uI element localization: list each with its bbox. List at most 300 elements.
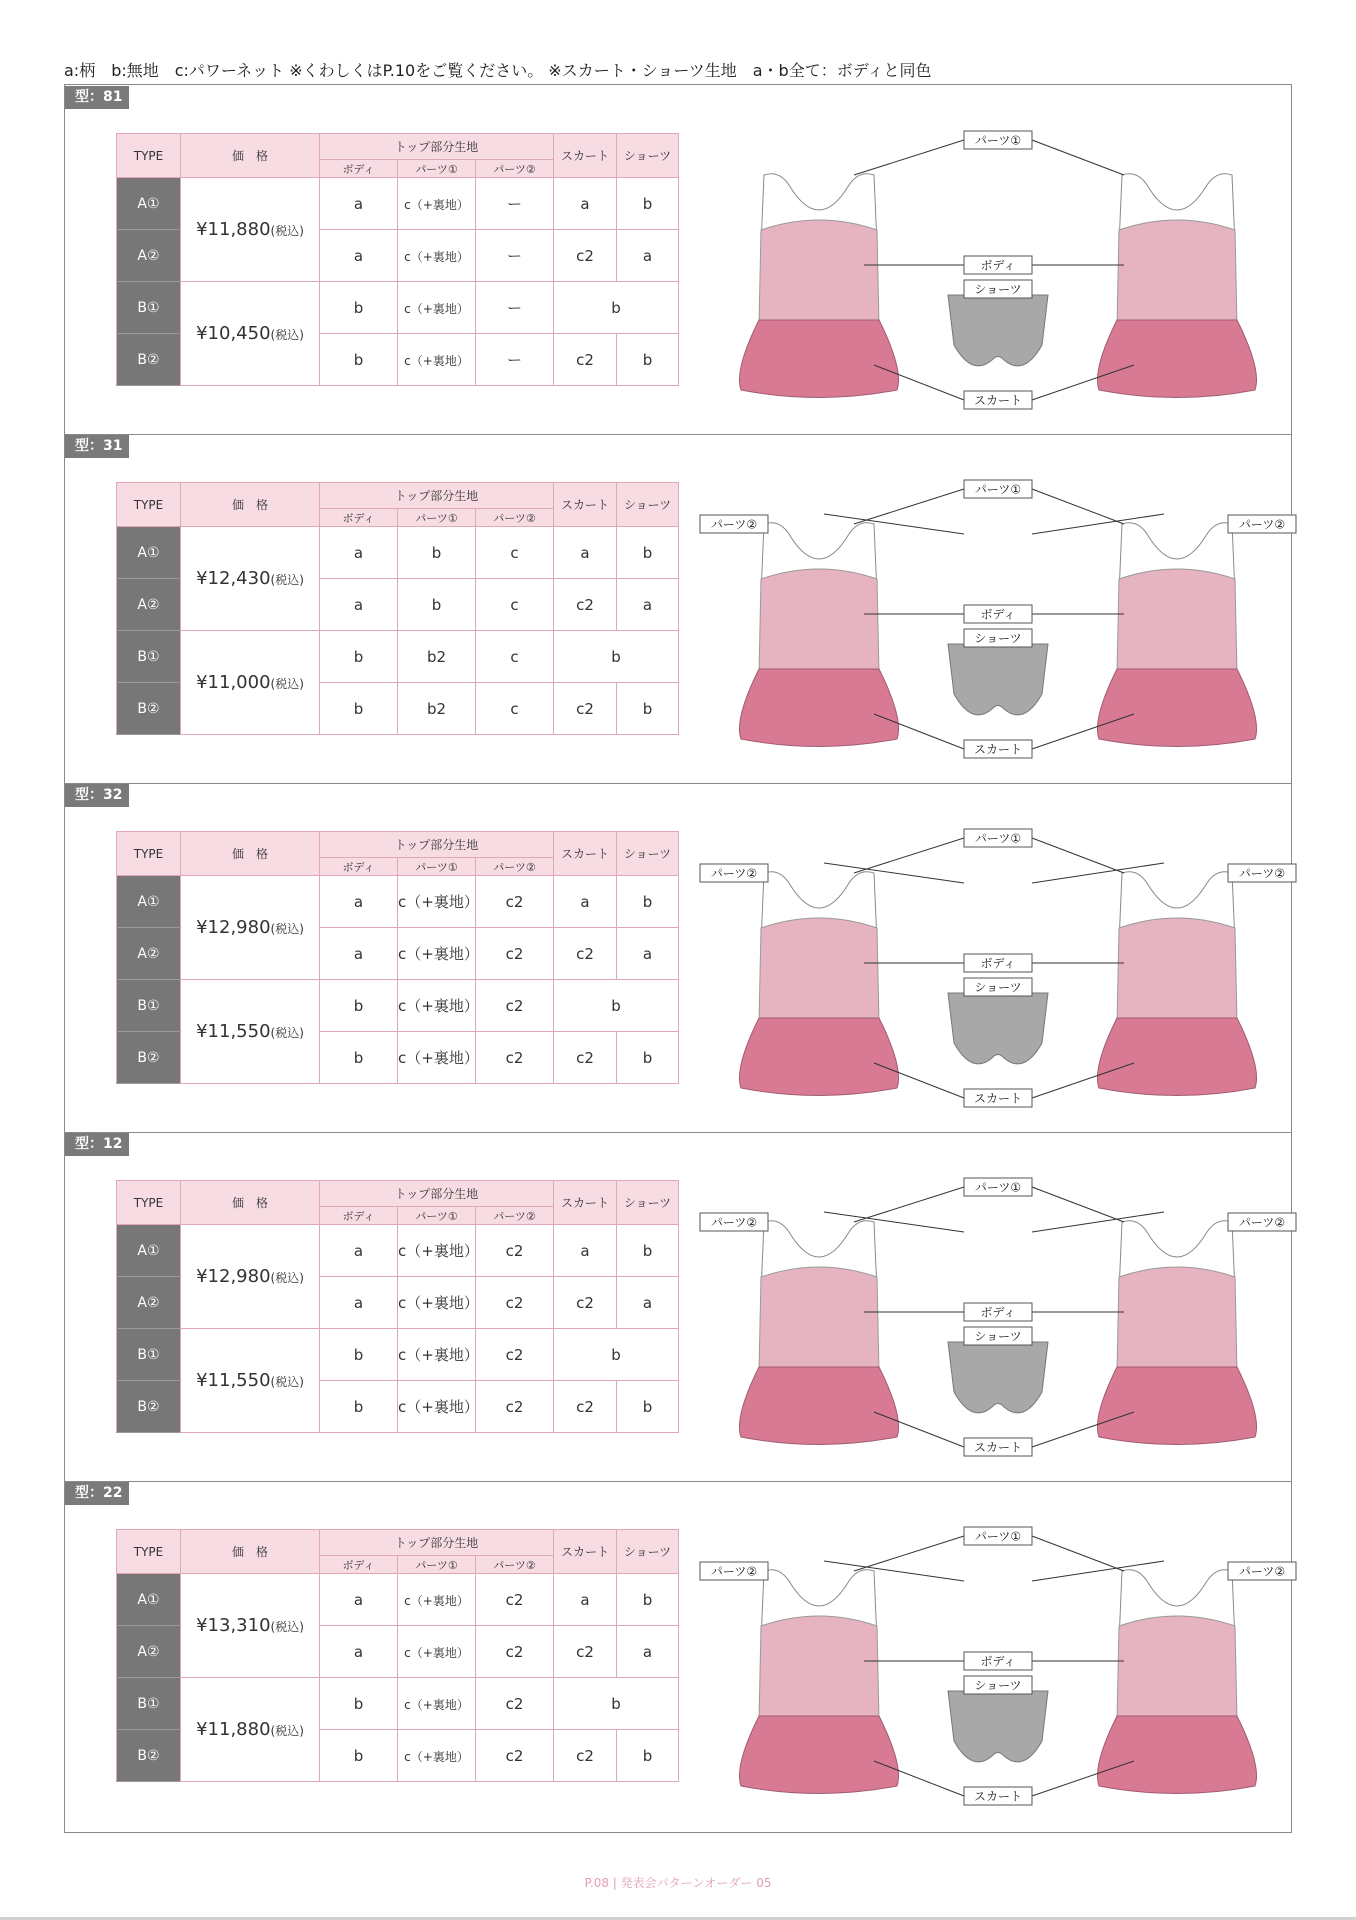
price-tax-note: (税込) [270,1620,304,1634]
price-value: ¥11,550 [196,1021,271,1042]
skirt-panel [1097,1018,1256,1096]
cell-skirt: c2 [554,1277,617,1329]
price-value: ¥13,310 [196,1615,271,1636]
header-skirt: スカート [554,483,617,527]
page-footer: P.08 | 発表会パターンオーダー 05 [584,1876,772,1890]
pattern-label: 型：31 [65,435,129,458]
cell-skirt: c2 [554,683,617,735]
header-skirt: スカート [554,1181,617,1225]
label-skirt-text: スカート [973,1440,1023,1455]
body-panel [759,569,879,674]
pattern-label: 型：12 [65,1133,129,1156]
cell-skirt: c2 [554,1730,617,1782]
price-cell [181,1329,320,1433]
label-part1 [964,829,1032,847]
header-top-fabric: トップ部分生地 [320,483,554,509]
type-code: B① [117,631,181,683]
price-value: ¥11,000 [196,672,271,693]
cell-part1 [398,282,476,334]
header-body: ボディ [320,509,398,527]
price-value: ¥11,880 [196,1719,271,1740]
cell-part1-text: c（+裏地） [398,945,479,963]
skirt-panel [1097,669,1256,747]
header-body: ボディ [320,1207,398,1225]
cell-part1-text: b2 [426,647,447,666]
header-body: ボディ [320,858,398,876]
label-shorts [964,978,1032,996]
label-shorts-text: ショーツ [974,980,1022,995]
cell-body: b [320,1678,398,1730]
label-part2-right [1228,1213,1296,1231]
header-price: 価 格 [181,1530,320,1574]
cell-skirt-shorts: b [554,282,679,334]
leader-line [854,489,964,524]
cell-body: b [320,1730,398,1782]
cell-part2: ー [476,282,554,334]
cell-body: b [320,1032,398,1084]
label-skirt-text: スカート [973,393,1023,408]
cell-part1-text: c（+裏地） [404,1749,469,1764]
label-skirt-text: スカート [973,1789,1023,1804]
cell-body: a [320,928,398,980]
body-panel [759,1267,879,1372]
table-row [117,631,679,683]
label-part2-right-text: パーツ② [1238,517,1286,532]
cell-part1 [398,1277,479,1329]
label-part2-right-text: パーツ② [1238,866,1286,881]
header-shorts: ショーツ [617,483,679,527]
label-body [964,605,1032,623]
price-cell [181,527,320,631]
label-part1-text: パーツ① [974,133,1022,148]
cell-part2: c2 [476,1381,554,1433]
cell-shorts: b [617,683,679,735]
header-shorts: ショーツ [617,832,679,876]
cell-body: b [320,980,398,1032]
cell-part2: c2 [476,1225,554,1277]
header-top-fabric: トップ部分生地 [320,134,554,160]
cell-body: b [320,683,398,735]
body-panel [759,1616,879,1721]
type-code: A① [117,527,181,579]
header-type: TYPE [117,134,181,178]
skirt-panel [1097,1367,1256,1445]
label-part2-right [1228,515,1296,533]
type-code: B② [117,1032,181,1084]
label-part2-left-text: パーツ② [710,1215,758,1230]
cell-body: b [320,1381,398,1433]
label-part1 [964,131,1032,149]
cell-skirt: c2 [554,230,617,282]
table-row [117,282,679,334]
pattern-section [64,434,1292,783]
cell-skirt: c2 [554,1626,617,1678]
leader-line [1032,1536,1124,1571]
label-part1-text: パーツ① [974,1180,1022,1195]
cell-skirt: c2 [554,334,617,386]
cell-part2: c2 [476,1032,554,1084]
cell-shorts: b [617,1225,679,1277]
cell-body: b [320,334,398,386]
cell-body: a [320,178,398,230]
header-price: 価 格 [181,1181,320,1225]
price-value: ¥11,880 [196,219,271,240]
cell-part2: c2 [476,1329,554,1381]
price-cell [181,980,320,1084]
cell-shorts: a [617,928,679,980]
fabric-spec-table [116,1180,679,1433]
cell-skirt: a [554,527,617,579]
label-part2-right [1228,864,1296,882]
section-divider [64,1132,1292,1133]
cell-skirt: c2 [554,579,617,631]
cell-skirt: a [554,1574,617,1626]
back-leotard [1097,174,1256,398]
label-part2-right-text: パーツ② [1238,1215,1286,1230]
cell-body: b [320,282,398,334]
header-body: ボディ [320,1556,398,1574]
label-part2-left [700,1213,768,1231]
body-panel [1117,1267,1237,1372]
price-tax-note: (税込) [270,1271,304,1285]
header-type: TYPE [117,832,181,876]
shorts-shape [948,1342,1048,1413]
shorts-shape [948,644,1048,715]
cell-part2: c2 [476,1574,554,1626]
label-shorts-text: ショーツ [974,1329,1022,1344]
cell-skirt: a [554,1225,617,1277]
label-body [964,1303,1032,1321]
leotard-illustration [704,115,1292,425]
header-type: TYPE [117,483,181,527]
pattern-label: 型：32 [65,784,129,807]
cell-part1-text: c（+裏地） [404,353,469,368]
label-skirt [964,1438,1032,1456]
cell-shorts: b [617,527,679,579]
label-part2-left [700,864,768,882]
header-part1: パーツ① [398,1207,476,1225]
price-tax-note: (税込) [270,224,304,238]
cell-part2: c2 [476,1277,554,1329]
cell-part1 [398,230,476,282]
label-part1-text: パーツ① [974,482,1022,497]
header-price: 価 格 [181,134,320,178]
header-price: 価 格 [181,483,320,527]
type-code: B① [117,282,181,334]
pattern-section [64,85,1292,434]
header-part2: パーツ② [476,1207,554,1225]
cell-body: b [320,631,398,683]
cell-part1 [398,1032,479,1084]
cell-part1-text: c（+裏地） [398,893,479,911]
cell-body: a [320,1225,398,1277]
cell-skirt-shorts: b [554,980,679,1032]
leader-line [1032,838,1124,873]
header-part1: パーツ① [398,509,476,527]
price-tax-note: (税込) [270,1375,304,1389]
label-part2-left [700,515,768,533]
cell-part2: c2 [476,1678,554,1730]
header-skirt: スカート [554,134,617,178]
price-cell [181,1574,320,1678]
label-skirt [964,391,1032,409]
shorts-shape [948,295,1048,366]
label-skirt [964,1787,1032,1805]
price-value: ¥12,430 [196,568,271,589]
type-code: A① [117,1225,181,1277]
type-code: A② [117,230,181,282]
back-leotard [1097,872,1256,1096]
price-value: ¥12,980 [196,917,271,938]
label-body [964,954,1032,972]
cell-body: a [320,1574,398,1626]
skirt-panel [739,1367,898,1445]
cell-part1 [398,1225,479,1277]
type-code: B② [117,1730,181,1782]
type-code: A① [117,178,181,230]
table-row [117,980,679,1032]
cell-skirt: c2 [554,1381,617,1433]
skirt-panel [739,320,898,398]
leader-line [824,1212,964,1232]
cell-part1 [398,1329,479,1381]
front-leotard [739,872,898,1096]
front-leotard [739,523,898,747]
price-tax-note: (税込) [270,922,304,936]
type-code: B① [117,1678,181,1730]
type-code: A② [117,1626,181,1678]
label-shorts [964,1327,1032,1345]
header-type: TYPE [117,1530,181,1574]
cell-part2: c [476,579,554,631]
cell-body: a [320,1626,398,1678]
price-cell [181,1225,320,1329]
cell-part1 [398,1626,476,1678]
label-part2-left-text: パーツ② [710,1564,758,1579]
label-skirt [964,1089,1032,1107]
cell-part1 [398,579,476,631]
type-code: B② [117,334,181,386]
label-body-text: ボディ [980,1305,1016,1320]
type-code: B② [117,683,181,735]
leader-line [824,514,964,534]
price-tax-note: (税込) [270,1724,304,1738]
cell-shorts: b [617,1730,679,1782]
cell-part2: ー [476,178,554,230]
header-skirt: スカート [554,832,617,876]
cell-part1-text: c（+裏地） [404,1697,469,1712]
section-divider [64,1481,1292,1482]
label-body-text: ボディ [980,258,1016,273]
label-part1-text: パーツ① [974,831,1022,846]
header-part2: パーツ② [476,160,554,178]
cell-part1-text: c（+裏地） [404,197,469,212]
cell-skirt-shorts: b [554,631,679,683]
body-panel [1117,1616,1237,1721]
fabric-spec-table [116,482,679,735]
table-row [117,876,679,928]
header-top-fabric: トップ部分生地 [320,1181,554,1207]
header-shorts: ショーツ [617,134,679,178]
price-value: ¥12,980 [196,1266,271,1287]
header-price: 価 格 [181,832,320,876]
pattern-section [64,783,1292,1132]
skirt-panel [1097,320,1256,398]
label-body [964,256,1032,274]
label-skirt-text: スカート [973,1091,1023,1106]
label-body [964,1652,1032,1670]
cell-shorts: a [617,230,679,282]
cell-part2: c2 [476,928,554,980]
label-shorts-text: ショーツ [974,282,1022,297]
price-cell [181,282,320,386]
leader-line [854,140,964,175]
label-skirt [964,740,1032,758]
label-shorts [964,1676,1032,1694]
leader-line [1032,1187,1124,1222]
cell-part1-text: b [431,595,442,614]
body-panel [759,918,879,1023]
header-top-fabric: トップ部分生地 [320,1530,554,1556]
type-code: A② [117,579,181,631]
type-code: A② [117,1277,181,1329]
front-leotard [739,1221,898,1445]
table-row [117,1574,679,1626]
table-row [117,527,679,579]
cell-part1 [398,178,476,230]
cell-part1 [398,683,476,735]
table-row [117,1329,679,1381]
cell-body: a [320,230,398,282]
shorts-shape [948,1691,1048,1762]
table-row [117,1678,679,1730]
cell-part1 [398,1574,476,1626]
label-skirt-text: スカート [973,742,1023,757]
cell-part1-text: c（+裏地） [398,997,479,1015]
cell-part2: c [476,527,554,579]
cell-part1-text: c（+裏地） [404,301,469,316]
header-part2: パーツ② [476,858,554,876]
shorts-shape [948,993,1048,1064]
pattern-section [64,1132,1292,1481]
fabric-spec-table [116,831,679,1084]
fabric-spec-table [116,1529,679,1782]
cell-part1 [398,631,476,683]
cell-part1-text: c（+裏地） [398,1294,479,1312]
cell-part1 [398,876,479,928]
cell-skirt: c2 [554,1032,617,1084]
cell-part1-text: c（+裏地） [404,249,469,264]
section-divider [64,434,1292,435]
cell-shorts: a [617,579,679,631]
header-top-fabric: トップ部分生地 [320,832,554,858]
label-part1 [964,480,1032,498]
cell-shorts: b [617,178,679,230]
leader-line [854,838,964,873]
cell-shorts: b [617,1574,679,1626]
header-shorts: ショーツ [617,1181,679,1225]
cell-body: b [320,1329,398,1381]
header-body: ボディ [320,160,398,178]
cell-skirt: a [554,178,617,230]
cell-skirt: c2 [554,928,617,980]
front-leotard [739,1570,898,1794]
body-panel [1117,220,1237,325]
price-tax-note: (税込) [270,328,304,342]
cell-part1-text: c（+裏地） [404,1645,469,1660]
cell-part1 [398,928,479,980]
leotard-illustration [704,464,1292,774]
cell-part2: c [476,631,554,683]
cell-shorts: b [617,1032,679,1084]
header-part2: パーツ② [476,1556,554,1574]
price-value: ¥11,550 [196,1370,271,1391]
cell-body: a [320,527,398,579]
pattern-section [64,1481,1292,1830]
cell-part1 [398,1730,476,1782]
price-cell [181,178,320,282]
fabric-spec-table [116,133,679,386]
leader-line [824,863,964,883]
price-cell [181,876,320,980]
label-part2-left [700,1562,768,1580]
leotard-illustration [704,1511,1292,1821]
back-leotard [1097,1570,1256,1794]
cell-body: a [320,876,398,928]
cell-body: a [320,1277,398,1329]
cell-skirt-shorts: b [554,1678,679,1730]
price-tax-note: (税込) [270,1026,304,1040]
label-part2-left-text: パーツ② [710,517,758,532]
cell-part1-text: c（+裏地） [398,1346,479,1364]
price-cell [181,631,320,735]
body-panel [1117,918,1237,1023]
cell-body: a [320,579,398,631]
header-skirt: スカート [554,1530,617,1574]
cell-part2: ー [476,334,554,386]
cell-shorts: b [617,1381,679,1433]
pattern-label: 型：81 [65,86,129,109]
front-leotard [739,174,898,398]
table-row [117,1225,679,1277]
cell-skirt-shorts: b [554,1329,679,1381]
label-shorts [964,280,1032,298]
label-body-text: ボディ [980,1654,1016,1669]
cell-part1-text: b2 [426,699,447,718]
cell-part1-text: c（+裏地） [398,1049,479,1067]
section-divider [64,783,1292,784]
header-shorts: ショーツ [617,1530,679,1574]
leotard-illustration [704,1162,1292,1472]
label-part2-left-text: パーツ② [710,866,758,881]
cell-part2: c2 [476,980,554,1032]
cell-shorts: b [617,876,679,928]
fabric-legend: a:柄 b:無地 c:パワーネット ※くわしくはP.10をご覧ください。 ※スカート・ショーツ生地 a・b全て：ボディと同色 [64,61,932,80]
price-value: ¥10,450 [196,323,271,344]
cell-part2: c2 [476,1626,554,1678]
body-panel [759,220,879,325]
label-part2-right [1228,1562,1296,1580]
cell-part2: c2 [476,1730,554,1782]
price-tax-note: (税込) [270,573,304,587]
type-code: A② [117,928,181,980]
skirt-panel [739,669,898,747]
header-part2: パーツ② [476,509,554,527]
table-row [117,178,679,230]
skirt-panel [739,1018,898,1096]
cell-shorts: a [617,1277,679,1329]
leader-line [854,1536,964,1571]
